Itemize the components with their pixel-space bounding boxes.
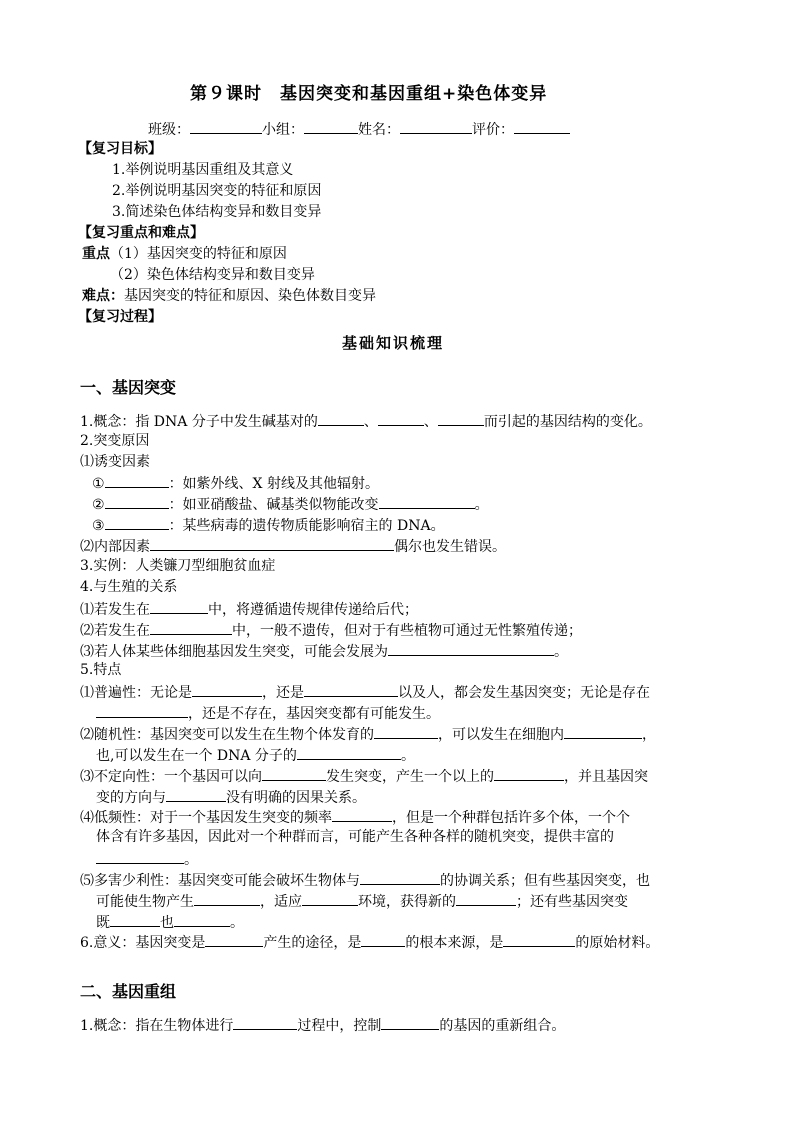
focus-line-2: （2）染色体结构变异和数目变异 xyxy=(110,267,315,283)
text-run: 。 xyxy=(474,497,489,513)
goal-item: 3.简述染色体结构变异和数目变异 xyxy=(112,204,322,220)
text-run: 变的方向与 xyxy=(96,790,166,806)
class-blank[interactable] xyxy=(190,118,262,134)
s1-line: 3.实例：人类镰刀型细胞贫血症 xyxy=(80,558,276,574)
name-label: 姓名： xyxy=(358,122,400,138)
blank[interactable] xyxy=(192,681,262,697)
text-run: ⑴普遍性：无论是 xyxy=(80,685,192,701)
text-run: 1.概念：指在生物体进行 xyxy=(80,1018,234,1034)
text-run: 中，将遵循遗传规律传递给后代； xyxy=(208,602,418,618)
text-run: ⑵若发生在 xyxy=(80,623,150,639)
section-2-heading: 二、基因重组 xyxy=(80,982,177,1001)
s2-line xyxy=(80,1014,565,1036)
blank[interactable] xyxy=(205,931,263,947)
goal-item: 1.举例说明基因重组及其意义 xyxy=(112,162,294,178)
text-run: ③ xyxy=(92,518,105,534)
goal-item: 2.举例说明基因突变的特征和原因 xyxy=(112,183,322,199)
difficulty-line xyxy=(82,286,376,306)
class-label: 班级： xyxy=(148,122,190,138)
difficulty-label: 难点： xyxy=(82,288,124,304)
text-run: 。 xyxy=(400,748,415,764)
s1-line xyxy=(92,514,445,536)
text-run: 。 xyxy=(184,852,198,868)
s1-line xyxy=(96,848,198,870)
text-run: ：某些病毒的遗传物质能影响宿主的 DNA。 xyxy=(168,518,445,534)
blank[interactable] xyxy=(564,723,642,739)
blank[interactable] xyxy=(302,890,358,906)
blank[interactable] xyxy=(150,619,232,635)
s1-line xyxy=(96,702,440,724)
focus-text-1: （1）基因突变的特征和原因 xyxy=(110,246,287,262)
s1-line: 2.突变原因 xyxy=(80,433,150,449)
text-run: ：如亚硝酸盐、碱基类似物能改变 xyxy=(168,497,379,513)
text-run: 偶尔也发生错误。 xyxy=(394,539,506,555)
blank[interactable] xyxy=(150,535,394,551)
text-run: ，并且基因突 xyxy=(564,769,648,785)
s1-line xyxy=(92,493,489,515)
text-run: 过程中，控制 xyxy=(297,1018,382,1034)
s1-line xyxy=(80,765,648,787)
text-run: 的协调关系；但有些基因突变，也 xyxy=(440,873,650,889)
goals-heading: 【复习目标】 xyxy=(78,141,162,157)
blank[interactable] xyxy=(388,640,554,656)
blank[interactable] xyxy=(262,765,326,781)
s1-line: ⑴诱变因素 xyxy=(80,454,150,470)
text-run: ① xyxy=(92,476,105,492)
text-run: ：如紫外线、X 射线及其他辐射。 xyxy=(168,476,379,492)
blank[interactable] xyxy=(194,890,260,906)
s1-line xyxy=(80,619,582,641)
blank[interactable] xyxy=(374,723,438,739)
s1-line: 5.特点 xyxy=(80,662,122,678)
s1-line: 体含有许多基因，因此对一个种群而言，可能产生各种各样的随机突变，提供丰富的 xyxy=(96,829,614,845)
text-run: ⑶若人体某些体细胞基因发生突变，可能会发展为 xyxy=(80,644,388,660)
focus-label: 重点 xyxy=(82,246,110,262)
eval-label: 评价： xyxy=(472,122,514,138)
s1-line xyxy=(80,931,659,953)
s1-line xyxy=(80,535,506,557)
text-run: ⑸多害少利性：基因突变可能会破坏生物体与 xyxy=(80,873,360,889)
s1-line xyxy=(96,890,628,912)
text-run: ，可以发生在细胞内 xyxy=(438,727,564,743)
text-run: ，还是 xyxy=(262,685,304,701)
blank[interactable] xyxy=(233,1014,297,1030)
text-run: ② xyxy=(92,497,105,513)
process-heading: 【复习过程】 xyxy=(78,309,162,325)
blank[interactable] xyxy=(166,786,226,802)
text-run: 的基因的重新组合。 xyxy=(439,1018,566,1034)
text-run: 中，一般不遗传，但对于有些植物可通过无性繁殖传递； xyxy=(232,623,582,639)
blank[interactable] xyxy=(381,1014,439,1030)
s1-line xyxy=(80,723,656,745)
text-run: ，适应 xyxy=(260,894,302,910)
s1-line: 4.与生殖的关系 xyxy=(80,579,178,595)
page-title: 第９课时 基因突变和基因重组+染色体变异 xyxy=(190,84,548,104)
text-run: 既 xyxy=(96,915,110,931)
s1-line xyxy=(92,472,379,494)
text-run: ；还有些基因突变 xyxy=(516,894,628,910)
text-run: ⑵内部因素 xyxy=(80,539,150,555)
s1-line xyxy=(80,598,418,620)
blank[interactable] xyxy=(438,410,484,426)
blank[interactable] xyxy=(96,702,188,718)
text-run: 6.意义：基因突变是 xyxy=(80,935,206,951)
text-run: 也,可以发生在一个 DNA 分子的 xyxy=(96,748,297,764)
s1-line xyxy=(80,410,652,432)
blank[interactable] xyxy=(105,493,169,509)
text-run: 也 xyxy=(160,915,174,931)
text-run: ⑷低频性：对于一个基因发生突变的频率 xyxy=(80,810,332,826)
text-run: 可能使生物产生 xyxy=(96,894,194,910)
s1-line xyxy=(80,640,568,662)
text-run: 而引起的基因结构的变化。 xyxy=(483,414,652,430)
text-run: 、 xyxy=(423,414,438,430)
text-run: 以及人，都会发生基因突变；无论是存在 xyxy=(398,685,650,701)
blank[interactable] xyxy=(360,869,440,885)
text-run: 环境，获得新的 xyxy=(358,894,456,910)
group-blank[interactable] xyxy=(304,118,358,134)
difficulty-text: 基因突变的特征和原因、染色体数目变异 xyxy=(124,288,376,304)
section-1-heading: 一、基因突变 xyxy=(80,378,177,397)
blank[interactable] xyxy=(96,848,184,864)
text-run: 产生的途径，是 xyxy=(263,935,362,951)
s1-line xyxy=(80,681,650,703)
blank[interactable] xyxy=(105,472,169,488)
text-run: 、 xyxy=(363,414,378,430)
info-row xyxy=(148,118,570,140)
text-run: 1.概念：指 DNA 分子中发生碱基对的 xyxy=(80,414,318,430)
text-run: ， xyxy=(642,727,656,743)
blank[interactable] xyxy=(494,765,564,781)
eval-blank[interactable] xyxy=(514,118,570,134)
s1-line xyxy=(96,744,415,766)
text-run: ⑶不定向性：一个基因可以向 xyxy=(80,769,262,785)
blank[interactable] xyxy=(110,911,160,927)
s1-line xyxy=(96,911,244,933)
blank[interactable] xyxy=(304,681,398,697)
text-run: ，但是一个种群包括许多个体，一个个 xyxy=(392,810,630,826)
focus-line-1 xyxy=(82,244,287,264)
key-heading: 【复习重点和难点】 xyxy=(78,225,204,241)
blank[interactable] xyxy=(379,493,475,509)
text-run: 没有明确的因果关系。 xyxy=(226,790,366,806)
name-blank[interactable] xyxy=(400,118,472,134)
blank[interactable] xyxy=(503,931,575,947)
text-run: 。 xyxy=(554,644,568,660)
text-run: ，还是不存在，基因突变都有可能发生。 xyxy=(188,706,440,722)
blank[interactable] xyxy=(456,890,516,906)
text-run: 发生突变，产生一个以上的 xyxy=(326,769,494,785)
s1-line xyxy=(80,806,630,828)
blank[interactable] xyxy=(378,410,424,426)
text-run: ⑴若发生在 xyxy=(80,602,150,618)
text-run: 的根本来源，是 xyxy=(405,935,504,951)
blank[interactable] xyxy=(332,806,392,822)
blank[interactable] xyxy=(150,598,208,614)
text-run: ⑵随机性：基因突变可以发生在生物个体发育的 xyxy=(80,727,374,743)
blank[interactable] xyxy=(297,744,401,760)
blank[interactable] xyxy=(361,931,405,947)
group-label: 小组： xyxy=(262,122,304,138)
blank[interactable] xyxy=(318,410,364,426)
text-run: 。 xyxy=(230,915,244,931)
subtitle: 基础知识梳理 xyxy=(342,334,445,352)
s1-line xyxy=(80,869,650,891)
blank[interactable] xyxy=(105,514,169,530)
s1-line xyxy=(96,786,366,808)
blank[interactable] xyxy=(174,911,230,927)
text-run: 的原始材料。 xyxy=(575,935,660,951)
